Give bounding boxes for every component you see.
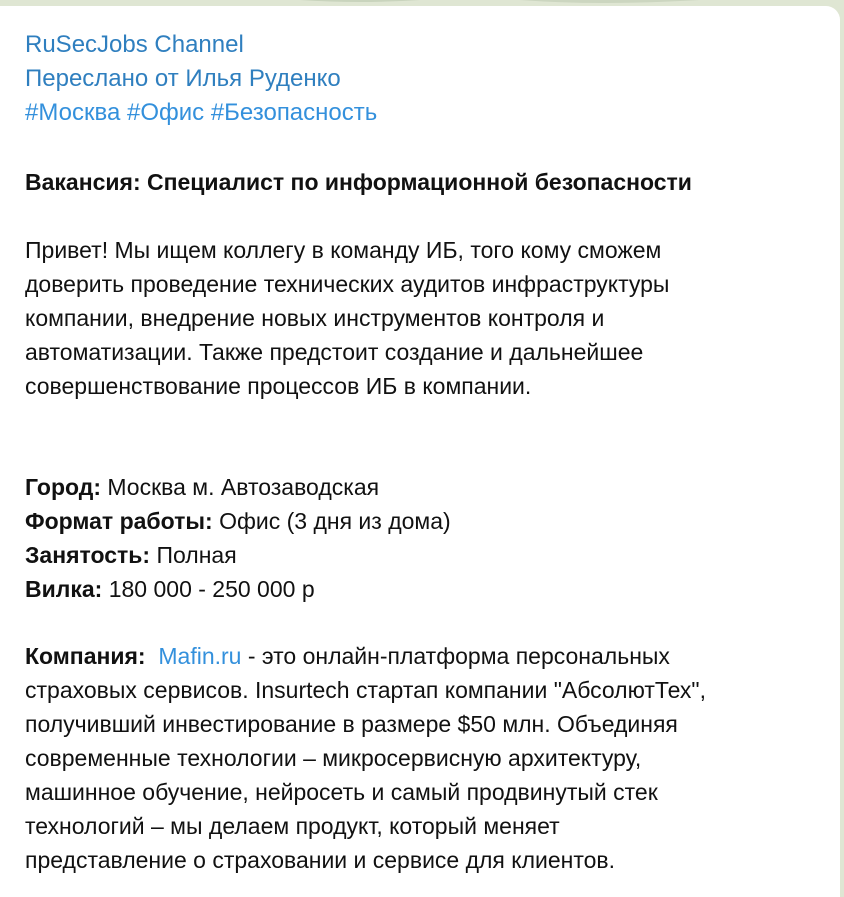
company-line: представление о страховании и сервисе для клиентов. <box>25 847 616 873</box>
fact-city <box>25 470 840 504</box>
company-label: Компания: <box>25 643 146 669</box>
company-description <box>25 639 840 877</box>
company-line: получивший инвестирование в размере $50 млн. Объединяя <box>25 711 678 737</box>
fact-value: Офис (3 дня из дома) <box>212 508 451 534</box>
fact-label: Вилка: <box>25 576 103 602</box>
company-line: машинное обучение, нейросеть и самый продвинутый стек <box>25 779 658 805</box>
intro-line: компании, внедрение новых инструментов контроля и <box>25 305 605 331</box>
fact-value: 180 000 - 250 000 р <box>102 576 315 602</box>
company-line: страховых сервисов. Insurtech стартап компании "АбсолютТех", <box>25 677 706 703</box>
fact-label: Город: <box>25 474 101 500</box>
fact-label: Формат работы: <box>25 508 213 534</box>
message-bubble <box>0 6 840 897</box>
hashtag-office[interactable]: #Офис <box>126 99 205 126</box>
vacancy-facts <box>25 470 840 606</box>
fact-value: Полная <box>150 542 237 568</box>
company-first-line <box>25 639 840 673</box>
company-text: - это онлайн-платформа персональных <box>241 643 670 669</box>
intro-line: доверить проведение технических аудитов инфраструктуры <box>25 271 670 297</box>
fact-salary <box>25 572 840 606</box>
company-link[interactable]: Mafin.ru <box>158 643 242 669</box>
company-line: современные технологии – микросервисную архитектуру, <box>25 745 642 771</box>
fact-employment <box>25 538 840 572</box>
fact-value: Москва м. Автозаводская <box>101 474 380 500</box>
channel-name[interactable]: RuSecJobs Channel <box>25 31 244 58</box>
fact-work-format <box>25 504 840 538</box>
intro-line: автоматизации. Также предстоит создание и дальнейшее <box>25 339 644 365</box>
hashtag-moscow[interactable]: #Москва <box>25 99 121 126</box>
intro-text <box>25 233 815 403</box>
forwarded-from[interactable]: Переслано от Илья Руденко <box>25 65 341 92</box>
intro-line: Привет! Мы ищем коллегу в команду ИБ, того кому сможем <box>25 237 662 263</box>
vacancy-title: Вакансия: Специалист по информационной безопасности <box>25 169 692 195</box>
intro-line: совершенствование процессов ИБ в компании. <box>25 373 532 399</box>
fact-label: Занятость: <box>25 542 151 568</box>
hashtags <box>25 96 840 130</box>
hashtag-security[interactable]: #Безопасность <box>210 99 378 126</box>
company-line: технологий – мы делаем продукт, который меняет <box>25 813 560 839</box>
